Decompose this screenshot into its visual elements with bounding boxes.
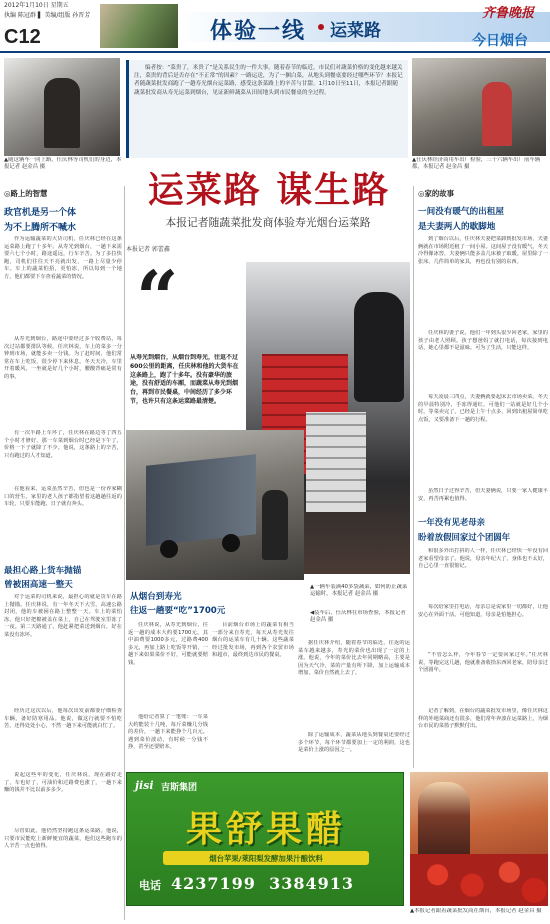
section-head: 往返一趟要“吃”1700元 bbox=[130, 606, 226, 616]
ad-logo: jisi bbox=[135, 779, 154, 792]
photo-top-left bbox=[4, 58, 120, 156]
truck-wheel bbox=[222, 534, 240, 552]
paragraph: 目前烟台市场上的蔬菜有相当一部分来自寿光，每天从寿光发往烟台的运菜车有几十辆。这些蔬菜经过批发市场，再到各个农贸市场和超市，最终到达市民的餐桌。 bbox=[212, 622, 294, 659]
worker-figure bbox=[262, 490, 288, 560]
page-number: C12 bbox=[4, 26, 41, 48]
paragraph: 每天凌晨三四点，夫妻俩就要起床去市场卖菜。冬天的早晨特别冷，手冻得通红，可他们一站就是好几个小时。等菜卖完了，已经是上午十点多，回到出租屋简单吃点饭，又要准备下一趟的行程。 bbox=[418, 394, 548, 423]
section-head: 盼着放假回家过个团圆年 bbox=[418, 532, 511, 542]
section-head: 最担心路上货车抛锚 bbox=[4, 566, 82, 576]
section-head: 政官机是另一个体 bbox=[4, 208, 77, 218]
section-head: 是夫妻两人的歇脚地 bbox=[418, 222, 496, 232]
crate-stack bbox=[306, 412, 366, 512]
header-photo bbox=[100, 4, 178, 48]
caption-top-right: ▲任庆林经济商用车出厂检验，三十六辆车出厂前车辆都，本报记者 赵金昌 摄 bbox=[412, 157, 541, 171]
worker-figure bbox=[354, 292, 404, 402]
section-marker: ◎路上的智慧 bbox=[4, 189, 48, 198]
ad-product: 果舒果醋 bbox=[185, 808, 346, 850]
title-dot bbox=[318, 24, 324, 30]
caption-top-left: ▲随这辆车一同上路，任庆林等司机们的身边，本报记者 赵金昌 摄 bbox=[4, 157, 122, 171]
section-head: 为不上腾所不喊水 bbox=[4, 223, 77, 233]
section-marker: ◎家的故事 bbox=[418, 189, 455, 198]
paragraph: 作为运输蔬菜的大货司机，任庆林已经在这条运菜路上跑了十多年。从寿光到烟台，一趟下来需要六七个小时，路途遥远，行车辛苦。为了多拉快跑，司机们往往天不亮就出发，一路上尽量少停车。车上的蔬菜怕捂，更怕冻，所以每到一个地方，他们都要下车查看蔬菜的情况。 bbox=[4, 236, 122, 280]
caption-bottom: ▲本报记者跟着蔬菜批发商在烟台，本报记者 赵金昌 摄 bbox=[410, 908, 542, 914]
paragraph: 对于运菜的司机来说，最担心的就是货车在路上抛锚。任庆林说，有一年冬天下大雪，高速公路封闭，他的车被困在路上整整一天。车上的菜怕冻，他只好把棉被盖在菜上，自己在驾驶室里冻了一夜。第二天路通了，他赶紧把菜送到烟台，好在菜没有冻坏。 bbox=[4, 594, 122, 638]
ad-company: 吉斯集团 bbox=[161, 783, 198, 793]
section-title: 体验一线 bbox=[210, 18, 307, 44]
paragraph: 任庆林的妻子说，他们一年到头很少回老家，家里的孩子由老人照顾。孩子想爸妈了就打电话，每次接到电话，她心里都不是滋味。可为了生活，只能这样。 bbox=[418, 330, 548, 352]
editors-line: 执编 陈冠群 ▌ 美编/组版 孙晋芳 bbox=[4, 12, 91, 19]
masthead bbox=[0, 0, 550, 52]
section-head: 曾被困高速一整天 bbox=[4, 580, 73, 590]
paragraph: 他给记者算了一笔账：一车菜大约能装十几吨，每斤菜赚几分钱的差价，一趟下来能挣个几百元。遇到菜价波动，有时候一分钱不挣，甚至还要赔本。 bbox=[128, 714, 208, 751]
truck-wheel bbox=[160, 540, 178, 558]
ad-phone: 4237199 3384913 bbox=[171, 874, 354, 893]
byline: 本报记者 郭蕾鑫 bbox=[126, 246, 170, 253]
section-head: 从烟台到寿光 bbox=[130, 592, 182, 602]
paragraph: 和很多外出打拼的人一样，任庆林已经快一年没有回老家看望母亲了。他说，母亲年纪大了，身体也不太好，自己心里一直很惦记。 bbox=[418, 548, 548, 570]
photo-bottom-right bbox=[410, 772, 548, 906]
intro-box bbox=[126, 60, 408, 158]
quote-mark: “ bbox=[136, 256, 179, 342]
paragraph: 除了运输成本，蔬菜从地头到餐桌还要经过多个环节，每个环节都要加上一定的利润，这也是菜价上涨的原因之一。 bbox=[298, 732, 410, 754]
caption-truck: ▲一辆车装满40多袋蔬菜，如何防止蔬菜运输时，本报记者 赵金昌 摄 bbox=[310, 584, 408, 598]
paragraph: 每次给家里打电话，母亲总是说家里一切都好，让他安心在外面干活。可他知道，母亲是怕他担心。 bbox=[418, 604, 548, 618]
masthead-rule bbox=[0, 51, 550, 53]
caption-unload: ◀装车后，任庆林在市场查验，本报记者 赵金昌 摄 bbox=[310, 610, 406, 624]
paragraph: 说起这些年的变化，任庆林说，现在路好走了，车也好了，可油价和过路费也涨了，一趟下来赚的钱并不比以前多多少。 bbox=[4, 772, 122, 794]
paragraph: “不管怎么样，今年春节一定要回家过年。”任庆林说，等跑完这几趟，他就准备收拾东西回老家，陪母亲过个团圆年。 bbox=[418, 652, 548, 674]
section-head: 一年没有见老母亲 bbox=[418, 517, 485, 527]
intro-text: 编者按：“菜贵了，米贵了”是关系民生的一件大事。随着春节的临近，市民们对蔬菜价格的变化越来越关注，菜贵的背后是否存在“不正常”的因素？一路运送，为了一捆白菜，从地头到餐桌要经过哪些环节？本报记者随蔬菜批发商跑了一趟寿光烟台运菜路，感受这条菜路上的辛苦与甘甜。1月10日至11日，本报记者跟随蔬菜批发商从寿光运菜到烟台，见证新鲜蔬菜从田间地头到市民餐桌的全过程。 bbox=[134, 65, 403, 96]
paragraph: 尽管如此，他仍然坚持跑这条运菜路。他说，只要市民能吃上新鲜便宜的蔬菜，他们这些跑车的人辛苦一点也值得。 bbox=[4, 828, 122, 850]
paragraph: 任庆林说，从寿光到烟台，往返一趟的成本大约要1700元。其中油费要1000多元，过路费400多元，再加上路上吃饭等开销，一趟下来如果菜价不好，可能就要赔钱。 bbox=[128, 622, 208, 666]
photo-figure bbox=[482, 82, 512, 146]
ad-desc: 烟台苹果/莱阳梨发酵加果汁酿饮料 bbox=[209, 854, 323, 863]
pull-quote: 从寿光到烟台，从烟台到寿光，往返不过600公里的距离，任庆林和他的大货车在这条路上，跑了十多年。没有豪华的旅途，没有舒适的车厢，而蔬菜从寿光到烟台，再到市民餐桌，中间经历了多少环节，也许只有这条运菜路最清楚。 bbox=[130, 354, 239, 405]
paragraph: 据任庆林介绍，随着春节的临近，往返的运菜车越来越多，寿光的菜价也出现了一定的上涨。他说，今年的菜价比去年同期略高，主要是因为天气冷，菜的产量有所下降，加上运输成本增加，菜价自然就上去了。 bbox=[298, 640, 410, 677]
ad-phone-label: 电话 bbox=[139, 879, 161, 892]
truck-body bbox=[146, 454, 256, 546]
paragraph: 虽然日子过得辛苦，但夫妻俩说，只要一家人健康平安，再苦再累也值得。 bbox=[418, 488, 548, 502]
photo-top-right bbox=[412, 58, 546, 156]
tomato-pile bbox=[410, 854, 548, 906]
section-head: 一间没有暖气的出租屋 bbox=[418, 207, 504, 217]
section-name: 今日烟台 bbox=[472, 33, 528, 49]
paragraph: 经历过这次以后，他每次出发前都要仔细检查车辆，备好防寒用品。他说，做这行就要不怕吃苦，还得处处小心，不然一趟下来可能就白忙了。 bbox=[4, 708, 122, 730]
column-rule bbox=[413, 186, 414, 768]
headline: 运菜路 谋生路 bbox=[147, 169, 391, 211]
paragraph: 从寿光到烟台，路途中要经过多个收费站，每次过站都要排队等候。任庆林说，车上的菜多一分钟到市场，就能多卖一分钱。为了赶时间，他们常常在车上吃饭，很少停下来休息。冬天天冷，车里开着暖风，一坐就是好几个小时，腰酸背痛是常有的事。 bbox=[4, 336, 122, 380]
date-line: 2012年1月10日 星期五 bbox=[4, 2, 69, 9]
paragraph: 到了烟台以后，任庆林夫妻把菜卸到批发市场，夫妻俩就在市场附近租了一间小屋。这间屋子没有暖气，冬天冷得像冰窖，夫妻俩只能多盖几床被子取暖。屋里除了一张床、几件简单的家具，再也没有别的东西。 bbox=[418, 236, 548, 265]
column-rule bbox=[124, 186, 125, 920]
photo-figure bbox=[44, 78, 80, 148]
truck-photo bbox=[126, 430, 304, 580]
paragraph: 记者了解到，在烟台的蔬菜批发市场里，像任庆林这样的外地菜商还有很多，他们常年奔波在运菜路上，为烟台市民的菜篮子默默付出。 bbox=[418, 708, 548, 730]
advertisement bbox=[126, 772, 404, 906]
paragraph: 有一次半路上车坏了，任庆林在路边等了四五个小时才修好，那一车菜到烟台时已经是下午了，价格一下子就降了不少。他说，这条路上的辛苦，只有跑过的人才知道。 bbox=[4, 430, 122, 459]
paragraph: 在他看来，运菜虽然辛苦，但也是一份养家糊口的营生。家里的老人孩子都指望着这趟趟往返的车轮，只要车能跑，日子就有奔头。 bbox=[4, 486, 122, 508]
newspaper-logo: 齐鲁晚报 bbox=[482, 6, 535, 21]
subhead: 本报记者随蔬菜批发商体验寿光烟台运菜路 bbox=[165, 216, 371, 229]
section-subtitle: 运菜路 bbox=[330, 21, 381, 41]
